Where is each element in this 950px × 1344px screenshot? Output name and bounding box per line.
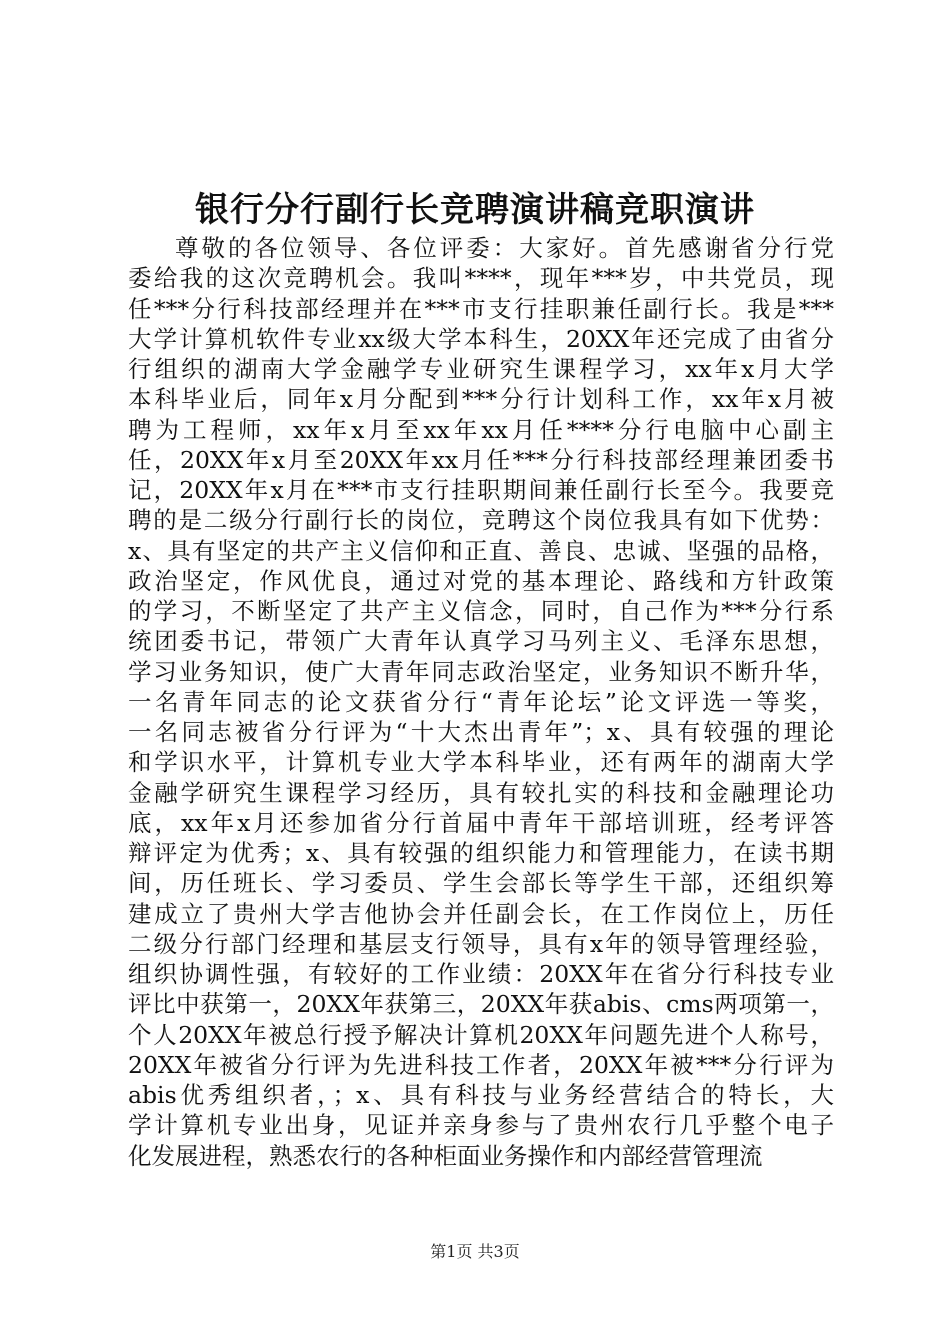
body-line: 聘的是二级分行副行长的岗位，竞聘这个岗位我具有如下优势： bbox=[128, 506, 834, 535]
document-body bbox=[128, 233, 834, 1171]
body-line: 建成立了贵州大学吉他协会并任副会长，在工作岗位上，历任 bbox=[128, 899, 834, 928]
body-line: 底，xx年x月还参加省分行首届中青年干部培训班，经考评答 bbox=[128, 808, 834, 837]
body-line: 行组织的湖南大学金融学专业研究生课程学习，xx年x月大学 bbox=[128, 355, 834, 383]
body-line: 评比中获第一，20XX年获第三，20XX年获abis、cms两项第一， bbox=[128, 990, 834, 1019]
body-line: 20XX年被省分行评为先进科技工作者，20XX年被***分行评为 bbox=[128, 1050, 834, 1079]
body-line: 辩评定为优秀；x、具有较强的组织能力和管理能力，在读书期 bbox=[128, 839, 834, 867]
body-line: 记，20XX年x月在***市支行挂职期间兼任副行长至今。我要竞 bbox=[128, 476, 834, 504]
body-line: 聘为工程师，xx年x月至xx年xx月任****分行电脑中心副主 bbox=[128, 415, 834, 444]
document-title: 银行分行副行长竞聘演讲稿竞职演讲 bbox=[195, 190, 755, 230]
body-line: 二级分行部门经理和基层支行领导，具有x年的领导管理经验， bbox=[128, 929, 834, 958]
body-line: 间，历任班长、学习委员、学生会部长等学生干部，还组织筹 bbox=[128, 869, 834, 898]
body-line: 一名青年同志的论文获省分行“青年论坛”论文评选一等奖， bbox=[128, 687, 834, 716]
body-line: 学计算机专业出身，见证并亲身参与了贵州农行几乎整个电子 bbox=[128, 1111, 834, 1140]
page-number-footer: 第1页 共3页 bbox=[430, 1242, 520, 1261]
body-line: 金融学研究生课程学习经历，具有较扎实的科技和金融理论功 bbox=[128, 778, 834, 807]
body-line: x、具有坚定的共产主义信仰和正直、善良、忠诚、坚强的品格， bbox=[128, 536, 834, 565]
body-line: 化发展进程，熟悉农行的各种柜面业务操作和内部经营管理流 bbox=[128, 1141, 763, 1170]
body-line: 任，20XX年x月至20XX年xx月任***分行科技部经理兼团委书 bbox=[128, 445, 834, 474]
body-line: 的学习，不断坚定了共产主义信念，同时，自己作为***分行系 bbox=[128, 597, 834, 625]
body-line: 个人20XX年被总行授予解决计算机20XX年问题先进个人称号， bbox=[128, 1020, 834, 1049]
body-line: 尊敬的各位领导、各位评委：大家好。首先感谢省分行党 bbox=[175, 234, 834, 262]
body-line: 组织协调性强，有较好的工作业绩：20XX年在省分行科技专业 bbox=[128, 960, 834, 988]
body-line: 一名同志被省分行评为“十大杰出青年”；x、具有较强的理论 bbox=[128, 718, 834, 746]
body-line: 委给我的这次竞聘机会。我叫****，现年***岁，中共党员，现 bbox=[128, 264, 834, 293]
body-line: 统团委书记，带领广大青年认真学习马列主义、毛泽东思想， bbox=[128, 627, 834, 656]
body-line: 任***分行科技部经理并在***市支行挂职兼任副行长。我是*** bbox=[128, 294, 834, 323]
body-line: 本科毕业后，同年x月分配到***分行计划科工作，xx年x月被 bbox=[128, 385, 834, 414]
body-line: 学习业务知识，使广大青年同志政治坚定，业务知识不断升华， bbox=[128, 657, 834, 686]
body-line: abis优秀组织者，；x、具有科技与业务经营结合的特长，大 bbox=[128, 1081, 834, 1109]
body-line: 和学识水平，计算机专业大学本科毕业，还有两年的湖南大学 bbox=[128, 748, 834, 777]
body-line: 大学计算机软件专业xx级大学本科生，20XX年还完成了由省分 bbox=[128, 324, 834, 353]
body-line: 政治坚定，作风优良，通过对党的基本理论、路线和方针政策 bbox=[128, 566, 834, 595]
